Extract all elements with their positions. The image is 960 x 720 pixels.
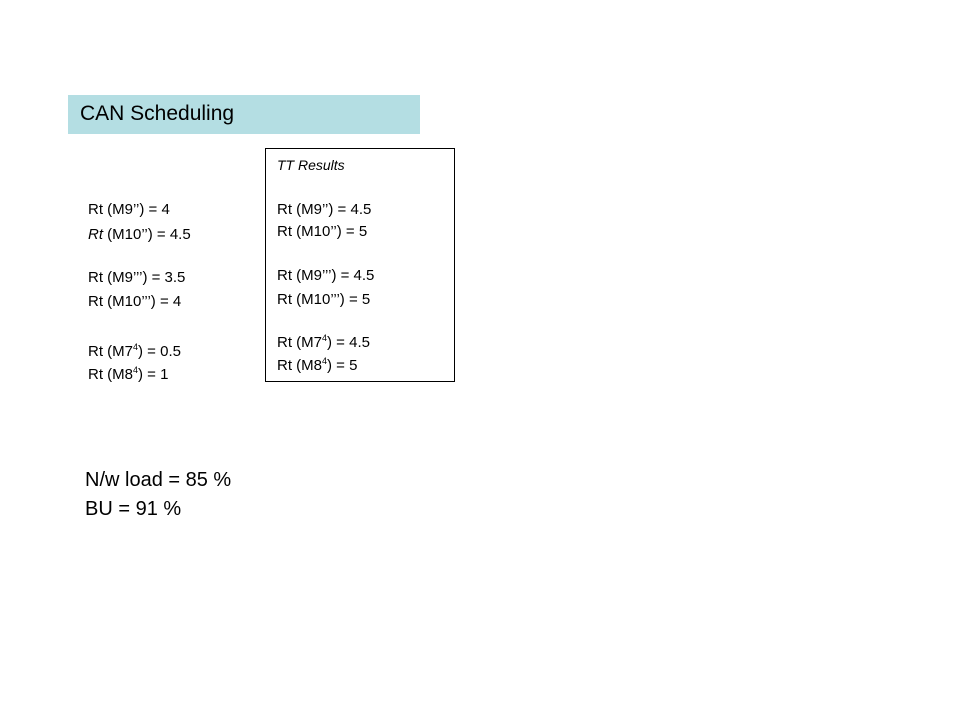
bu-summary: BU = 91 % — [85, 498, 182, 520]
network-load-summary: N/w load = 85 % — [85, 469, 232, 491]
left-result-m9-pp: Rt (M9’’) = 4 — [88, 201, 170, 218]
left-result-m7-4-post: ) = 0.5 — [138, 343, 181, 360]
left-result-m10-ppp: Rt (M10’’’) = 4 — [88, 293, 182, 310]
superscript: 4 — [133, 365, 139, 375]
tt-results-heading: TT Results — [277, 157, 345, 173]
tt-result-m8-4 — [277, 357, 357, 375]
tt-result-m7-4-pre: Rt (M7 — [277, 334, 322, 351]
left-result-m8-4-pre: Rt (M8 — [88, 366, 133, 383]
left-result-m9-ppp: Rt (M9’’’) = 3.5 — [88, 269, 186, 286]
tt-result-m8-4-pre: Rt (M8 — [277, 357, 322, 374]
tt-result-m8-4-post: ) = 5 — [327, 357, 358, 374]
left-result-m10-pp — [88, 226, 191, 244]
slide-title: CAN Scheduling — [80, 102, 235, 125]
left-result-m10-pp-value: (M10’’) = 4.5 — [103, 226, 191, 243]
tt-result-m10-pp: Rt (M10’’) = 5 — [277, 223, 368, 240]
left-result-m8-4 — [88, 366, 168, 384]
tt-results-box — [265, 148, 455, 382]
tt-result-m9-pp: Rt (M9’’) = 4.5 — [277, 201, 372, 218]
left-result-m8-4-post: ) = 1 — [138, 366, 169, 383]
tt-result-m7-4 — [277, 334, 370, 352]
superscript: 4 — [322, 333, 328, 343]
superscript: 4 — [322, 356, 328, 366]
left-result-m7-4 — [88, 343, 181, 361]
rt-label: Rt — [88, 226, 103, 243]
tt-result-m7-4-post: ) = 4.5 — [327, 334, 370, 351]
left-result-m7-4-pre: Rt (M7 — [88, 343, 133, 360]
tt-result-m9-ppp: Rt (M9’’’) = 4.5 — [277, 267, 375, 284]
superscript: 4 — [133, 342, 139, 352]
tt-result-m10-ppp: Rt (M10’’’) = 5 — [277, 291, 371, 308]
title-banner — [68, 95, 420, 134]
